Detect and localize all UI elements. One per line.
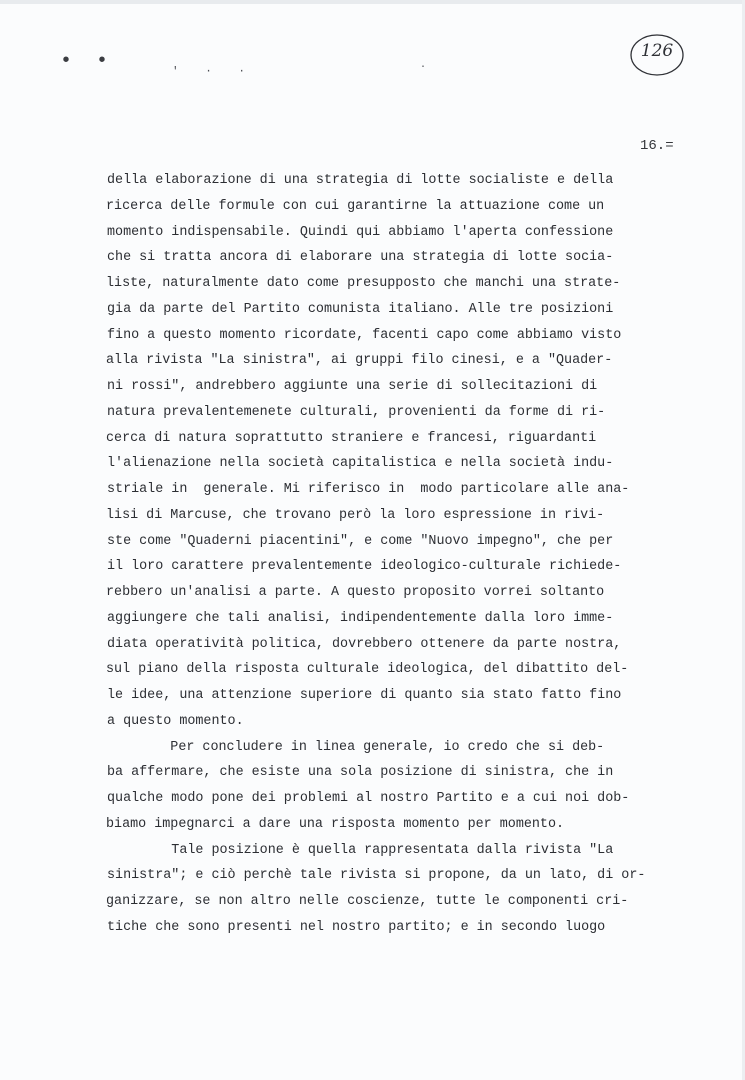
text-line: natura prevalentemenete culturali, provenienti da forme di ri- [107, 405, 606, 420]
text-line: il loro carattere prevalentemente ideologico-culturale richiede- [107, 559, 622, 574]
text-line: liste, naturalmente dato come presupposto che manchi una strate- [106, 276, 621, 291]
text-line: qualche modo pone dei problemi al nostro Partito e a cui noi dob- [107, 791, 630, 806]
text-line: rebbero un'analisi a parte. A questo proposito vorrei soltanto [106, 585, 605, 600]
text-line: gia da parte del Partito comunista italiano. Alle tre posizioni [107, 302, 614, 317]
page-number: 16.= [640, 138, 674, 154]
archive-stamp [628, 32, 686, 78]
text-line: alla rivista "La sinistra", ai gruppi filo cinesi, e a "Quader- [106, 353, 613, 368]
text-line: striale in generale. Mi riferisco in modo particolare alle ana- [107, 482, 630, 497]
text-line: ba affermare, che esiste una sola posizione di sinistra, che in [107, 765, 614, 780]
scan-edge-top [0, 0, 745, 4]
text-line: biamo impegnarci a dare una risposta momento per momento. [106, 817, 565, 832]
text-line: ganizzare, se non altro nelle coscienze, tutte le componenti cri- [106, 894, 629, 909]
text-line: a questo momento. [107, 714, 244, 729]
text-line: lisi di Marcuse, che trovano però la loro espressione in rivi- [106, 508, 605, 523]
text-line: fino a questo momento ricordate, facenti capo come abbiamo visto [107, 328, 622, 343]
text-line: diata operatività politica, dovrebbero ottenere da parte nostra, [107, 637, 622, 652]
text-line: sinistra"; e ciò perchè tale rivista si propone, da un lato, di or- [107, 868, 646, 883]
text-line: sul piano della risposta culturale ideologica, del dibattito del- [106, 662, 629, 677]
scan-mark-speck: · [420, 62, 427, 73]
text-line: l'alienazione nella società capitalistica e nella società indu- [107, 456, 614, 471]
text-line: Tale posizione è quella rappresentata dalla rivista "La [107, 843, 614, 858]
text-line: ste come "Quaderni piacentini", e come "Nuovo impegno", che per [107, 534, 614, 549]
scan-mark-specks: ' · · [172, 66, 256, 78]
text-line: tiche che sono presenti nel nostro partito; e in secondo luogo [107, 920, 606, 935]
text-line: momento indispensabile. Quindi qui abbiamo l'aperta confessione [107, 225, 614, 240]
stamp-number: 126 [640, 41, 674, 61]
text-line: ricerca delle formule con cui garantirne la attuazione come un [106, 199, 605, 214]
text-line: le idee, una attenzione superiore di quanto sia stato fatto fino [107, 688, 622, 703]
text-line: cerca di natura soprattutto straniere e francesi, riguardanti [106, 431, 597, 446]
text-line: della elaborazione di una strategia di lotte socialiste e della [107, 173, 614, 188]
text-line: che si tratta ancora di elaborare una strategia di lotte socia- [107, 250, 614, 265]
text-line: aggiungere che tali analisi, indipendentemente dalla loro imme- [107, 611, 614, 626]
text-line: ni rossi", andrebbero aggiunte una serie di sollecitazioni di [107, 379, 598, 394]
text-line: Per concludere in linea generale, io credo che si deb- [106, 740, 605, 755]
scan-mark-dots: • • [60, 50, 115, 73]
